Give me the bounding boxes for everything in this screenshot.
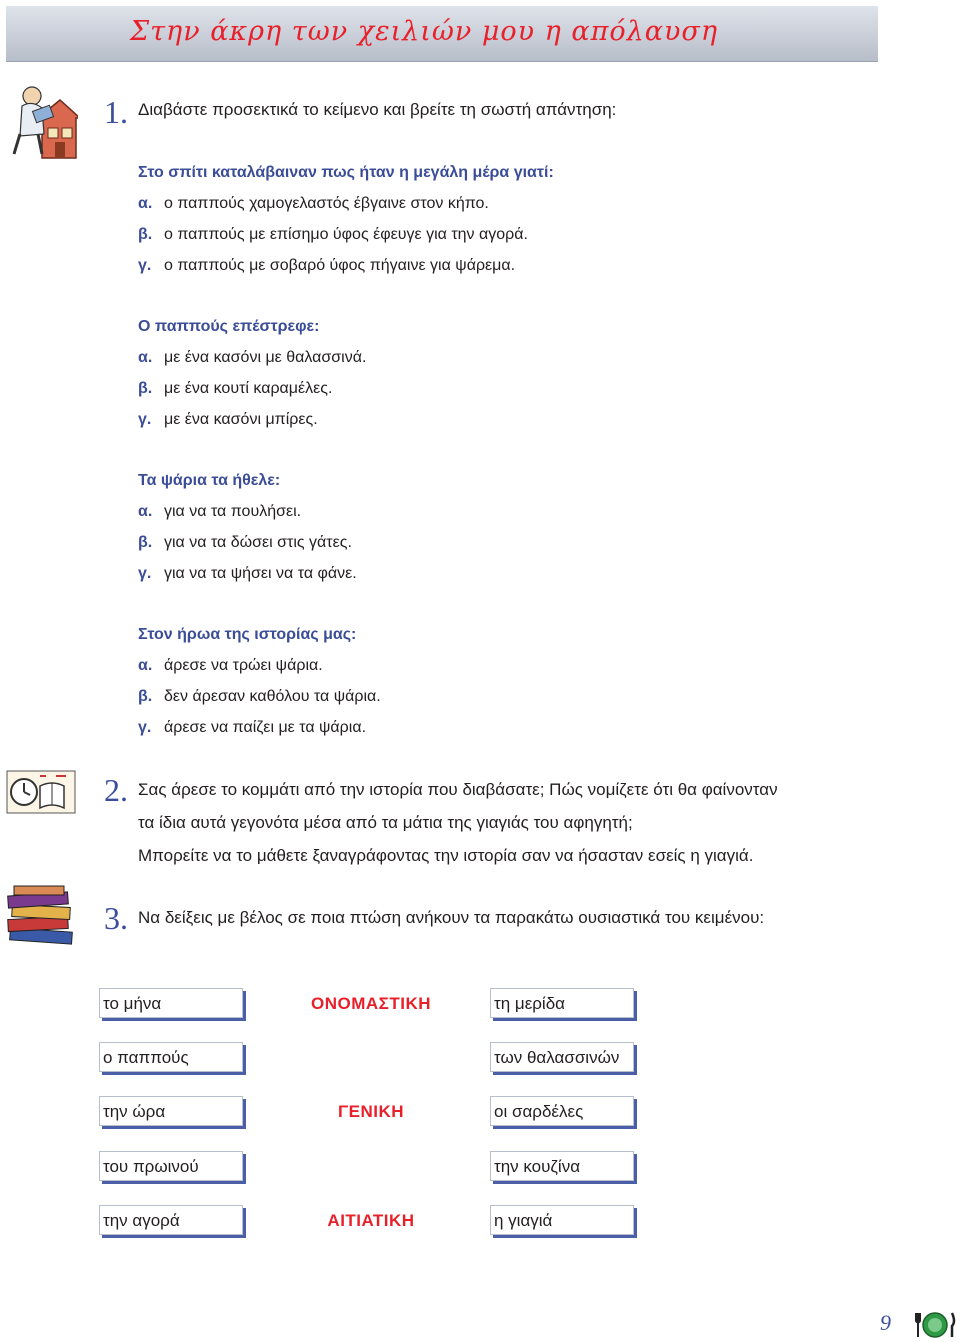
answer-option[interactable] xyxy=(138,558,357,589)
title-banner xyxy=(6,6,878,61)
option-letter: γ. xyxy=(138,257,152,274)
option-letter: α. xyxy=(138,503,153,520)
option-text: άρεσε να παίζει με τα ψάρια. xyxy=(164,719,367,736)
answer-option[interactable] xyxy=(138,712,381,743)
option-letter: β. xyxy=(138,380,153,397)
answer-option[interactable] xyxy=(138,527,357,558)
option-text: με ένα κουτί καραμέλες. xyxy=(164,380,333,397)
option-letter: β. xyxy=(138,688,153,705)
question-2-line: Σας άρεσε το κομμάτι από την ιστορία που διαβάσατε; Πώς νομίζετε ότι θα φαίνονταν xyxy=(138,780,778,799)
noun-box-left[interactable]: την ώρα xyxy=(99,1096,243,1126)
option-text: για να τα δώσει στις γάτες. xyxy=(164,534,352,551)
answer-option[interactable] xyxy=(138,404,366,435)
question-2-line: Μπορείτε να το μάθετε ξαναγράφοντας την ιστορία σαν να ήσασταν εσείς η γιαγιά. xyxy=(138,846,754,865)
option-text: ο παππούς χαμογελαστός έβγαινε στον κήπο. xyxy=(164,195,489,212)
question-3-number: 3. xyxy=(104,900,128,936)
option-text: με ένα κασόνι με θαλασσινά. xyxy=(164,349,367,366)
case-label-accusative[interactable]: ΑΙΤΙΑΤΙΚΗ xyxy=(327,1211,415,1230)
noun-box-right[interactable]: η γιαγιά xyxy=(490,1205,634,1235)
question-1-number: 1. xyxy=(104,94,128,130)
option-text: για να τα ψήσει να τα φάνε. xyxy=(164,565,357,582)
answer-option[interactable] xyxy=(138,681,381,712)
noun-box-right[interactable]: την κουζίνα xyxy=(490,1151,634,1181)
question-2-line: τα ίδια αυτά γεγονότα μέσα από τα μάτια της γιαγιάς του αφηγητή; xyxy=(138,813,633,832)
book-stack-icon xyxy=(4,884,78,948)
question-group-1 xyxy=(138,157,554,281)
answer-option[interactable] xyxy=(138,219,554,250)
answer-option[interactable] xyxy=(138,342,366,373)
page-title: Στην άκρη των χειλιών μου η απόλαυση xyxy=(130,16,719,47)
option-letter: β. xyxy=(138,534,153,551)
option-letter: γ. xyxy=(138,719,152,736)
question-heading: Ο παππούς επέστρεφε: xyxy=(138,318,320,335)
answer-option[interactable] xyxy=(138,188,554,219)
option-text: ο παππούς με επίσημο ύφος έφευγε για την αγορά. xyxy=(164,226,528,243)
option-text: άρεσε να τρώει ψάρια. xyxy=(164,657,323,674)
noun-box-left[interactable]: το μήνα xyxy=(99,988,243,1018)
option-letter: γ. xyxy=(138,565,152,582)
question-3-instruction: Να δείξεις με βέλος σε ποια πτώση ανήκουν τα παρακάτω ουσιαστικά του κειμένου: xyxy=(138,908,765,927)
case-label-genitive[interactable]: ΓΕΝΙΚΗ xyxy=(337,1102,405,1121)
case-label-nominative[interactable]: ΟΝΟΜΑΣΤΙΚΗ xyxy=(310,994,432,1013)
question-1-instruction: Διαβάστε προσεκτικά το κείμενο και βρείτε τη σωστή απάντηση: xyxy=(138,100,617,119)
question-heading: Στον ήρωα της ιστορίας μας: xyxy=(138,626,357,643)
question-group-3 xyxy=(138,465,357,589)
question-heading: Τα ψάρια τα ήθελε: xyxy=(138,472,281,489)
option-letter: α. xyxy=(138,195,153,212)
answer-option[interactable] xyxy=(138,496,357,527)
option-letter: β. xyxy=(138,226,153,243)
option-text: δεν άρεσαν καθόλου τα ψάρια. xyxy=(164,688,381,705)
reader-at-house-icon xyxy=(8,78,78,160)
clock-book-icon xyxy=(6,770,76,814)
answer-option[interactable] xyxy=(138,250,554,281)
option-text: με ένα κασόνι μπίρες. xyxy=(164,411,318,428)
answer-option[interactable] xyxy=(138,373,366,404)
noun-box-right[interactable]: οι σαρδέλες xyxy=(490,1096,634,1126)
question-group-4 xyxy=(138,619,381,743)
question-group-2 xyxy=(138,311,366,435)
option-letter: α. xyxy=(138,349,153,366)
page-number: 9 xyxy=(880,1310,891,1335)
question-2-number: 2. xyxy=(104,772,128,808)
noun-box-left[interactable]: του πρωινού xyxy=(99,1151,243,1181)
answer-option[interactable] xyxy=(138,650,381,681)
option-letter: α. xyxy=(138,657,153,674)
noun-box-left[interactable]: ο παππούς xyxy=(99,1042,243,1072)
option-letter: γ. xyxy=(138,411,152,428)
option-text: ο παππούς με σοβαρό ύφος πήγαινε για ψάρεμα. xyxy=(164,257,516,274)
noun-box-right[interactable]: τη μερίδα xyxy=(490,988,634,1018)
plate-fork-knife-icon xyxy=(914,1310,956,1340)
noun-box-left[interactable]: την αγορά xyxy=(99,1205,243,1235)
noun-box-right[interactable]: των θαλασσινών xyxy=(490,1042,634,1072)
option-text: για να τα πουλήσει. xyxy=(164,503,302,520)
question-heading: Στο σπίτι καταλάβαιναν πως ήταν η μεγάλη μέρα γιατί: xyxy=(138,164,554,181)
